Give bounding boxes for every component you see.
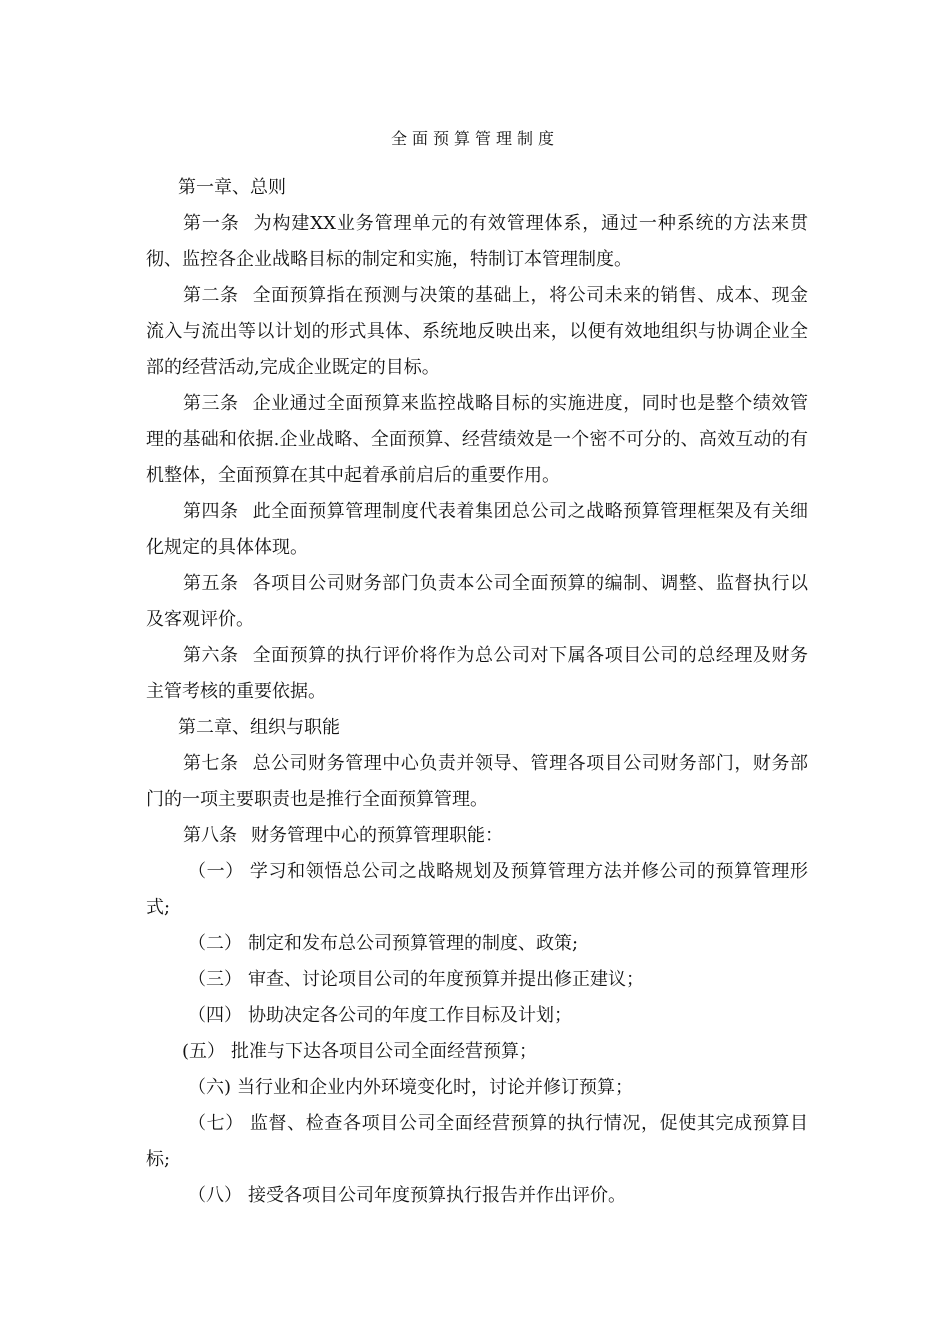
list-item-text: 协助决定各公司的年度工作目标及计划； [248,1005,572,1026]
article-number: 第五条 [183,573,239,594]
article-8 [146,818,808,854]
list-item [146,1178,808,1214]
list-item [146,1070,808,1106]
list-item-text: 学习和领悟总公司之战略规划及预算管理方法并修公司的预算管理形式; [146,861,808,918]
article-text: 总公司财务管理中心负责并领导、管理各项目公司财务部门，财务部门的一项主要职责也是推行全面预算管理。 [146,753,808,810]
article-number: 第七条 [183,753,239,774]
article-text: 全面预算指在预测与决策的基础上，将公司未来的销售、成本、现金流入与流出等以计划的形式具体、系统地反映出来，以便有效地组织与协调企业全部的经营活动,完成企业既定的目标。 [146,285,808,378]
list-item-text: 审查、讨论项目公司的年度预算并提出修正建议； [248,969,644,990]
list-item-number: (五） [182,1041,226,1062]
list-item [146,998,808,1034]
list-item-number: （二） [188,933,242,954]
article-text: 全面预算的执行评价将作为总公司对下属各项目公司的总经理及财务主管考核的重要依据。 [146,645,808,702]
list-item-text: 制定和发布总公司预算管理的制度、政策; [248,933,579,954]
chapter-heading: 第一章、总则 [178,177,286,198]
list-item-number: （一） [188,861,244,882]
article-1 [146,206,808,278]
list-item-number: （三） [188,969,242,990]
article-number: 第四条 [183,501,239,522]
article-7 [146,746,808,818]
article-5 [146,566,808,638]
article-text: 企业通过全面预算来监控战略目标的实施进度，同时也是整个绩效管理的基础和依据.企业战略、全面预算、经营绩效是一个密不可分的、高效互动的有机整体，全面预算在其中起着承前启后的重要作用。 [146,393,808,486]
list-item-number: （七） [188,1113,244,1134]
article-6 [146,638,808,710]
list-item-number: （八） [188,1185,242,1206]
chapter-heading: 第二章、组织与职能 [178,717,340,738]
article-number: 第二条 [183,285,239,306]
list-item [146,962,808,998]
article-text: 此全面预算管理制度代表着集团总公司之战略预算管理框架及有关细化规定的具体体现。 [146,501,808,558]
article-number: 第三条 [183,393,239,414]
article-text: 各项目公司财务部门负责本公司全面预算的编制、调整、监督执行以及客观评价。 [146,573,808,630]
list-item [146,1034,808,1070]
article-text: 财务管理中心的预算管理职能： [251,825,503,846]
list-item-text: 批准与下达各项目公司全面经营预算； [231,1041,538,1062]
list-item-text: 接受各项目公司年度预算执行报告并作出评价。 [248,1185,626,1206]
document-body [146,170,808,1214]
list-item-text: 当行业和企业内外环境变化时，讨论并修订预算； [237,1077,634,1098]
article-number: 第一条 [183,213,240,234]
list-item-text: 监督、检查各项目公司全面经营预算的执行情况，促使其完成预算目标; [146,1113,808,1170]
document-title: 全面预算管理制度 [390,129,559,148]
list-item-number: （四） [188,1005,242,1026]
article-2 [146,278,808,386]
article-number: 第八条 [183,825,237,846]
list-item-number: （六) [188,1077,232,1098]
article-text: 为构建XX业务管理单元的有效管理体系，通过一种系统的方法来贯彻、监控各企业战略目标的制定和实施，特制订本管理制度。 [146,213,808,270]
article-4 [146,494,808,566]
article-3 [146,386,808,494]
list-item [146,1106,808,1178]
article-number: 第六条 [183,645,239,666]
list-item [146,926,808,962]
list-item [146,854,808,926]
